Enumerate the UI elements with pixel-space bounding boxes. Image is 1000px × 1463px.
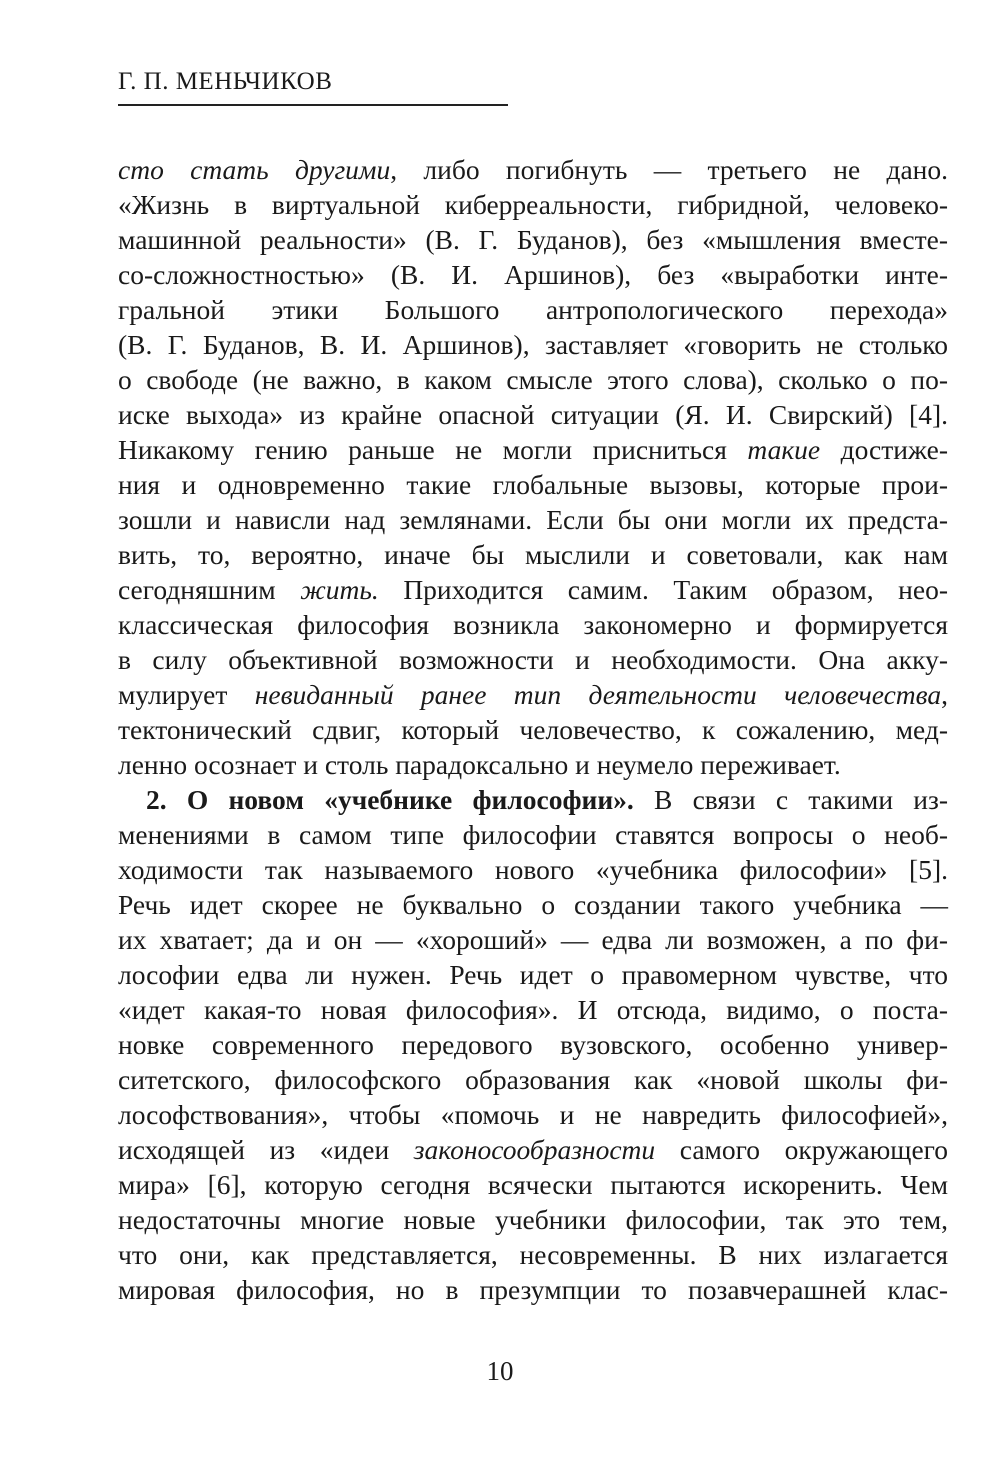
text-line [118,817,948,852]
page-body-text [118,152,948,1307]
text-segment: о свободе (не важно, в каком смысле этого слова), сколько о по- [118,364,948,395]
italic-text: такие [747,434,821,465]
text-segment: В связи с такими из- [633,784,948,815]
text-segment: Никакому гению раньше не могли присниться [118,434,748,465]
text-segment: со-сложностностью» (В. И. Аршинов), без «выработки инте- [118,259,948,290]
text-line [118,537,948,572]
text-line [118,292,948,327]
text-segment: «идет какая-то новая философия». И отсюда, видимо, о поста- [118,994,948,1025]
italic-text: жить. [300,574,379,605]
text-segment: ходимости так называемого нового «учебника философии» [5]. [118,854,948,885]
text-line [118,432,948,467]
text-segment: что они, как представляется, несовременны. В них излагается [118,1239,948,1270]
text-segment: машинной реальности» (В. Г. Буданов), без «мышления вместе- [118,224,948,255]
text-line [118,1132,948,1167]
text-line [118,327,948,362]
text-line [118,747,948,782]
header-rule [118,104,508,106]
text-segment: вить, то, вероятно, иначе бы мыслили и советовали, как нам [118,539,948,570]
italic-text: сто стать другими [118,154,391,185]
text-line [118,1097,948,1132]
text-line [118,397,948,432]
text-segment: самого окружающего [655,1134,948,1165]
text-segment: сегодняшним [118,574,301,605]
text-line [118,1062,948,1097]
text-segment: новке современного передового вузовского, особенно универ- [118,1029,948,1060]
text-segment: ситетского, философского образования как «новой школы фи- [118,1064,948,1095]
text-line [118,642,948,677]
text-segment: , либо погибнуть — третьего не дано. [390,154,949,185]
text-line [118,887,948,922]
text-segment: гральной этики Большого антропологического перехода» [118,294,948,325]
text-line [118,607,948,642]
text-line [118,677,948,712]
text-segment: менениями в самом типе философии ставятся вопросы о необ- [118,819,948,850]
text-line [118,1272,948,1307]
text-segment: мировая философия, но в презумпции то позавчерашней клас- [118,1274,948,1305]
text-segment: зошли и нависли над землянами. Если бы они могли их предста- [118,504,948,535]
text-line [118,467,948,502]
text-line [118,257,948,292]
text-segment: классическая философия возникла закономерно и формируется [118,609,948,640]
text-segment: иске выхода» из крайне опасной ситуации (Я. И. Свирский) [4]. [118,399,948,430]
text-segment: мира» [6], которую сегодня всячески пытаются искоренить. Чем [118,1169,948,1200]
running-header: Г. П. МЕНЬЧИКОВ [118,68,333,95]
text-segment: лософии едва ли нужен. Речь идет о правомерном чувстве, что [118,959,948,990]
italic-text: невиданный ранее тип деятельности человечества [254,679,942,710]
text-line [118,572,948,607]
text-line [118,712,948,747]
text-segment: недостаточны многие новые учебники философии, так это тем, [118,1204,948,1235]
text-segment: лософствования», чтобы «помочь и не навредить философией», [118,1099,948,1130]
text-segment: их хватает; да и он — «хороший» — едва ли возможен, а по фи- [118,924,948,955]
text-segment: мулирует [118,679,255,710]
text-segment: Речь идет скорее не буквально о создании такого учебника — [118,889,948,920]
page-number: 10 [486,1356,514,1386]
text-segment: исходящей из «идеи [118,1134,414,1165]
text-line [118,152,948,187]
text-line [118,1202,948,1237]
text-line [118,502,948,537]
text-line [118,222,948,257]
text-segment: ленно осознает и столь парадоксально и неумело переживает. [118,749,841,780]
text-line [118,992,948,1027]
text-line [118,362,948,397]
text-line [118,187,948,222]
text-segment: достиже- [820,434,949,465]
text-segment: (В. Г. Буданов, В. И. Аршинов), заставляет «говорить не столько [118,329,948,360]
text-line [118,1167,948,1202]
text-line [118,1027,948,1062]
text-segment: в силу объективной возможности и необходимости. Она акку- [118,644,948,675]
text-line [118,1237,948,1272]
text-line [118,922,948,957]
text-segment: , [941,679,949,710]
section-heading: 2. О новом «учебнике философии». [146,784,634,815]
text-line [118,782,948,817]
text-segment: Приходится самим. Таким образом, нео- [378,574,948,605]
text-line [118,957,948,992]
text-line [118,852,948,887]
text-segment: тектонический сдвиг, который человечество, к сожалению, мед- [118,714,948,745]
italic-text: законосообразности [413,1134,656,1165]
text-segment: ния и одновременно такие глобальные вызовы, которые прои- [118,469,948,500]
text-segment: «Жизнь в виртуальной киберреальности, гибридной, человеко- [118,189,948,220]
